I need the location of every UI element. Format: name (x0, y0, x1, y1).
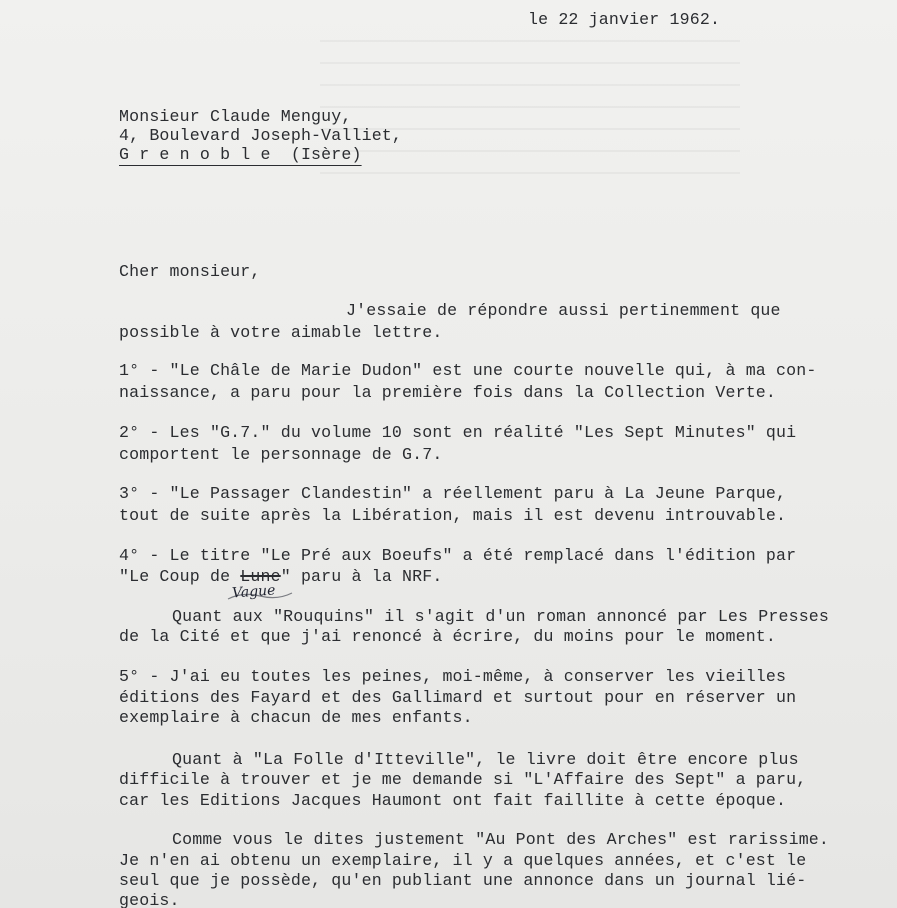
item4-line-2-start: "Le Coup de (119, 567, 241, 586)
item3-line-1: 3° - "Le Passager Clandestin" a réellement paru à La Jeune Parque, (119, 484, 787, 503)
item4-line-2-end: " paru à la NRF. (280, 567, 443, 586)
item5-line-1: 5° - J'ai eu toutes les peines, moi-même, à conserver les vieilles (119, 667, 787, 686)
item2-line-2: comportent le personnage de G.7. (119, 445, 443, 464)
recipient-city: G r e n o b l e (Isère) (119, 145, 362, 164)
item1-line-2: naissance, a paru pour la première fois dans la Collection Verte. (119, 383, 777, 402)
struck-word: Lune (240, 567, 281, 586)
item5-line-2: éditions des Fayard et des Gallimard et surtout pour en réserver un (119, 688, 797, 707)
item1-line-1: 1° - "Le Châle de Marie Dudon" est une courte nouvelle qui, à ma con- (119, 361, 817, 380)
item4-line-2 (119, 567, 442, 587)
pont-line-1: Comme vous le dites justement "Au Pont des Arches" est rarissime. (172, 830, 830, 849)
recipient-name: Monsieur Claude Menguy, (119, 107, 352, 126)
rouquins-line-2: de la Cité et que j'ai renoncé à écrire, du moins pour le moment. (119, 627, 777, 646)
letter-date: le 22 janvier 1962. (528, 10, 721, 29)
paragraph-intro-line-2: possible à votre aimable lettre. (119, 323, 443, 342)
pont-line-2: Je n'en ai obtenu un exemplaire, il y a quelques années, et c'est le (119, 851, 807, 870)
handwritten-correction-stroke (226, 590, 296, 606)
item5-line-3: exemplaire à chacun de mes enfants. (119, 708, 473, 727)
recipient-street: 4, Boulevard Joseph-Valliet, (119, 126, 403, 145)
pont-line-3: seul que je possède, qu'en publiant une annonce dans un journal lié- (119, 871, 807, 890)
item3-line-2: tout de suite après la Libération, mais il est devenu introuvable. (119, 506, 787, 525)
reverse-show-through (320, 40, 740, 190)
salutation: Cher monsieur, (119, 262, 261, 281)
pont-line-4: geois. (119, 891, 180, 908)
item2-line-1: 2° - Les "G.7." du volume 10 sont en réalité "Les Sept Minutes" qui (119, 423, 797, 442)
folle-line-1: Quant à "La Folle d'Itteville", le livre doit être encore plus (172, 750, 799, 769)
folle-line-3: car les Editions Jacques Haumont ont fait faillite à cette époque. (119, 791, 787, 810)
item4-line-1: 4° - Le titre "Le Pré aux Boeufs" a été remplacé dans l'édition par (119, 546, 797, 565)
paragraph-intro-line-1: J'essaie de répondre aussi pertinemment que (346, 301, 781, 320)
rouquins-line-1: Quant aux "Rouquins" il s'agit d'un roman annoncé par Les Presses (172, 607, 830, 626)
folle-line-2: difficile à trouver et je me demande si "L'Affaire des Sept" a paru, (119, 770, 807, 789)
handwritten-correction: Vague (231, 582, 276, 602)
